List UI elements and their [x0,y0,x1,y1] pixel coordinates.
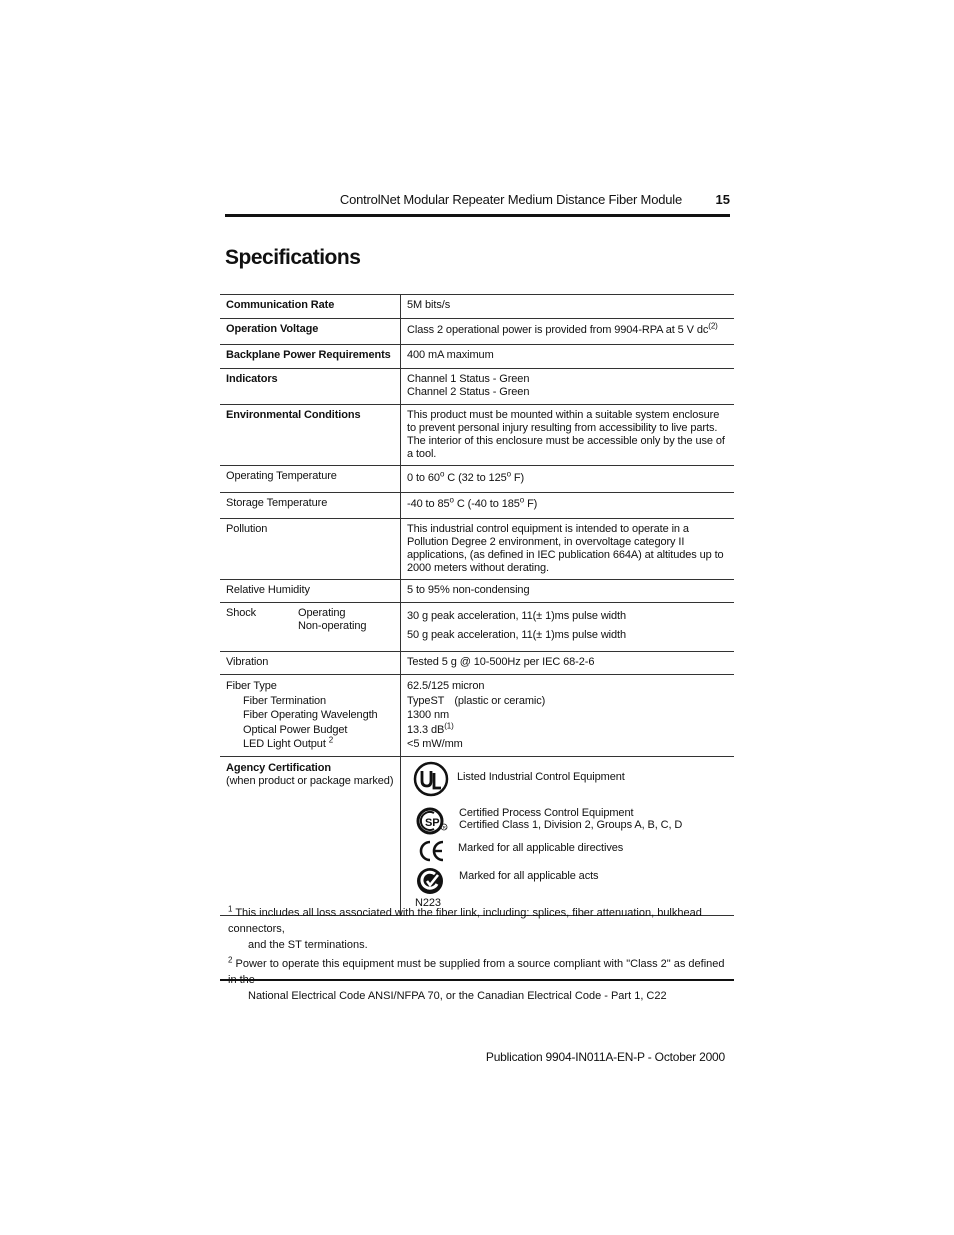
indicator-channel-1: Channel 1 Status - Green [407,373,530,385]
svg-text:R: R [442,824,446,830]
footnote-2: $^2$ Power to operate this equipment must be supplied from a source compliant with "Class 2" as defined National Electrical Code ANSI/NFPA 70, or the Canadian Electrical Code - Part 1, C22 [228,955,725,1002]
row-pollution [220,519,734,580]
label-environmental-conditions: Environmental Conditions [220,405,401,466]
label-fiber-type: Fiber Type [226,680,277,692]
row-storage-temperature [220,493,734,519]
csa-certified-icon [416,805,448,837]
footnote-ref-1: (1) [444,720,454,730]
ul-text: Listed Industrial Control Equipment [457,771,625,783]
header-rule [225,214,730,217]
label-shock: Shock [226,607,257,619]
label-communication-rate: Communication Rate [220,295,401,319]
footnote-1: $^1$ This includes all loss associated with the fiber link, including: splices, fiber attenuation, bulkhead connectors, and the ST terminations. [228,904,702,951]
value-operating-temperature: 0 to 60$^o$ C (32 to 125$^o$ F) [401,466,735,493]
row-fiber [220,675,734,757]
value-fiber-wavelength: 1300 nm [407,709,450,721]
specifications-table [220,294,734,916]
label-fiber-wavelength: Fiber Operating Wavelength [243,709,378,721]
row-operating-temperature [220,466,734,493]
footnote-rule [220,979,734,981]
label-operation-voltage: Operation Voltage [220,319,401,345]
label-vibration: Vibration [220,652,401,675]
value-backplane-power: 400 mA maximum [401,345,735,369]
label-pollution: Pollution [220,519,401,580]
row-operation-voltage [220,319,734,345]
label-optical-power-budget: Optical Power Budget [243,723,348,736]
label-agency-certification: Agency Certification [226,762,331,774]
label-fiber-termination: Fiber Termination [243,694,327,707]
page-number: 15 [715,192,730,207]
indicator-channel-2: Channel 2 Status - Green [407,386,530,398]
label-relative-humidity: Relative Humidity [220,580,401,603]
label-backplane-power: Backplane Power Requirements [220,345,401,369]
csa-text-line1: Certified Process Control Equipment [459,807,634,819]
c-tick-code: N223 [415,897,441,909]
csa-text-line2: Certified Class 1, Division 2, Groups A, B, C, D [459,819,683,831]
value-relative-humidity: 5 to 95% non-condensing [401,580,735,603]
footnote-ref-2: (2) [708,321,718,331]
label-indicators: Indicators [220,369,401,405]
row-indicators [220,369,734,405]
value-pollution: This industrial control equipment is intended to operate in a Pollution Degree 2 environment, in overvoltage category II applications, (as defined in IEC publication 664A) at altitudes up to 2000 meters without derating. [401,519,735,580]
svg-text:SP: SP [425,817,440,829]
ce-text: Marked for all applicable directives [458,842,624,854]
ce-mark-icon [418,839,446,863]
row-vibration [220,652,734,675]
footnotes [220,905,734,1007]
row-agency-certification [220,757,734,916]
running-header [225,190,730,218]
value-shock-non-operating: 50 g peak acceleration, 11(± 1)ms pulse width [407,629,627,641]
label-agency-sublabel: (when product or package marked) [226,775,394,787]
c-tick-icon [416,867,444,895]
label-storage-temperature: Storage Temperature [220,493,401,519]
header-title: ControlNet Modular Repeater Medium Distance Fiber Module [339,192,682,207]
section-title: Specifications [225,246,361,269]
row-environmental-conditions [220,405,734,466]
row-backplane-power [220,345,734,369]
value-optical-power-budget: 13.3 dB [407,723,445,736]
value-environmental-conditions: This product must be mounted within a suitable system enclosure to prevent personal injury resulting from accessibility to live parts. The interior of this enclosure must be accessible only by the use of a tool. [401,405,735,466]
certification-marks [401,757,734,915]
label-led-light-output: LED Light Output [243,738,326,750]
value-vibration: Tested 5 g @ 10-500Hz per IEC 68-2-6 [401,652,735,675]
label-shock-operating: Operating [298,607,346,619]
value-storage-temperature: -40 to 85$^o$ C (-40 to 185$^o$ F) [401,493,735,519]
value-operation-voltage: Class 2 operational power is provided from 9904-RPA at 5 V dc [407,324,709,336]
value-communication-rate: 5M bits/s [401,295,735,319]
value-led-light-output: <5 mW/mm [407,738,463,750]
value-fiber-termination-note: (plastic or ceramic) [454,694,546,707]
c-tick-text: Marked for all applicable acts [459,870,599,882]
publication-footer: Publication 9904-IN011A-EN-P - October 2000 [485,1050,725,1064]
row-shock [220,603,734,652]
row-communication-rate [220,295,734,319]
value-fiber-type: 62.5/125 micron [407,680,485,692]
value-shock-operating: 30 g peak acceleration, 11(± 1)ms pulse width [407,610,627,622]
row-relative-humidity [220,580,734,603]
footnote-ref-2-led: 2 [328,735,334,745]
label-operating-temperature: Operating Temperature [220,466,401,493]
label-shock-non-operating: Non-operating [298,620,367,632]
value-fiber-termination: TypeST [407,694,445,707]
ul-listed-icon [413,761,449,797]
